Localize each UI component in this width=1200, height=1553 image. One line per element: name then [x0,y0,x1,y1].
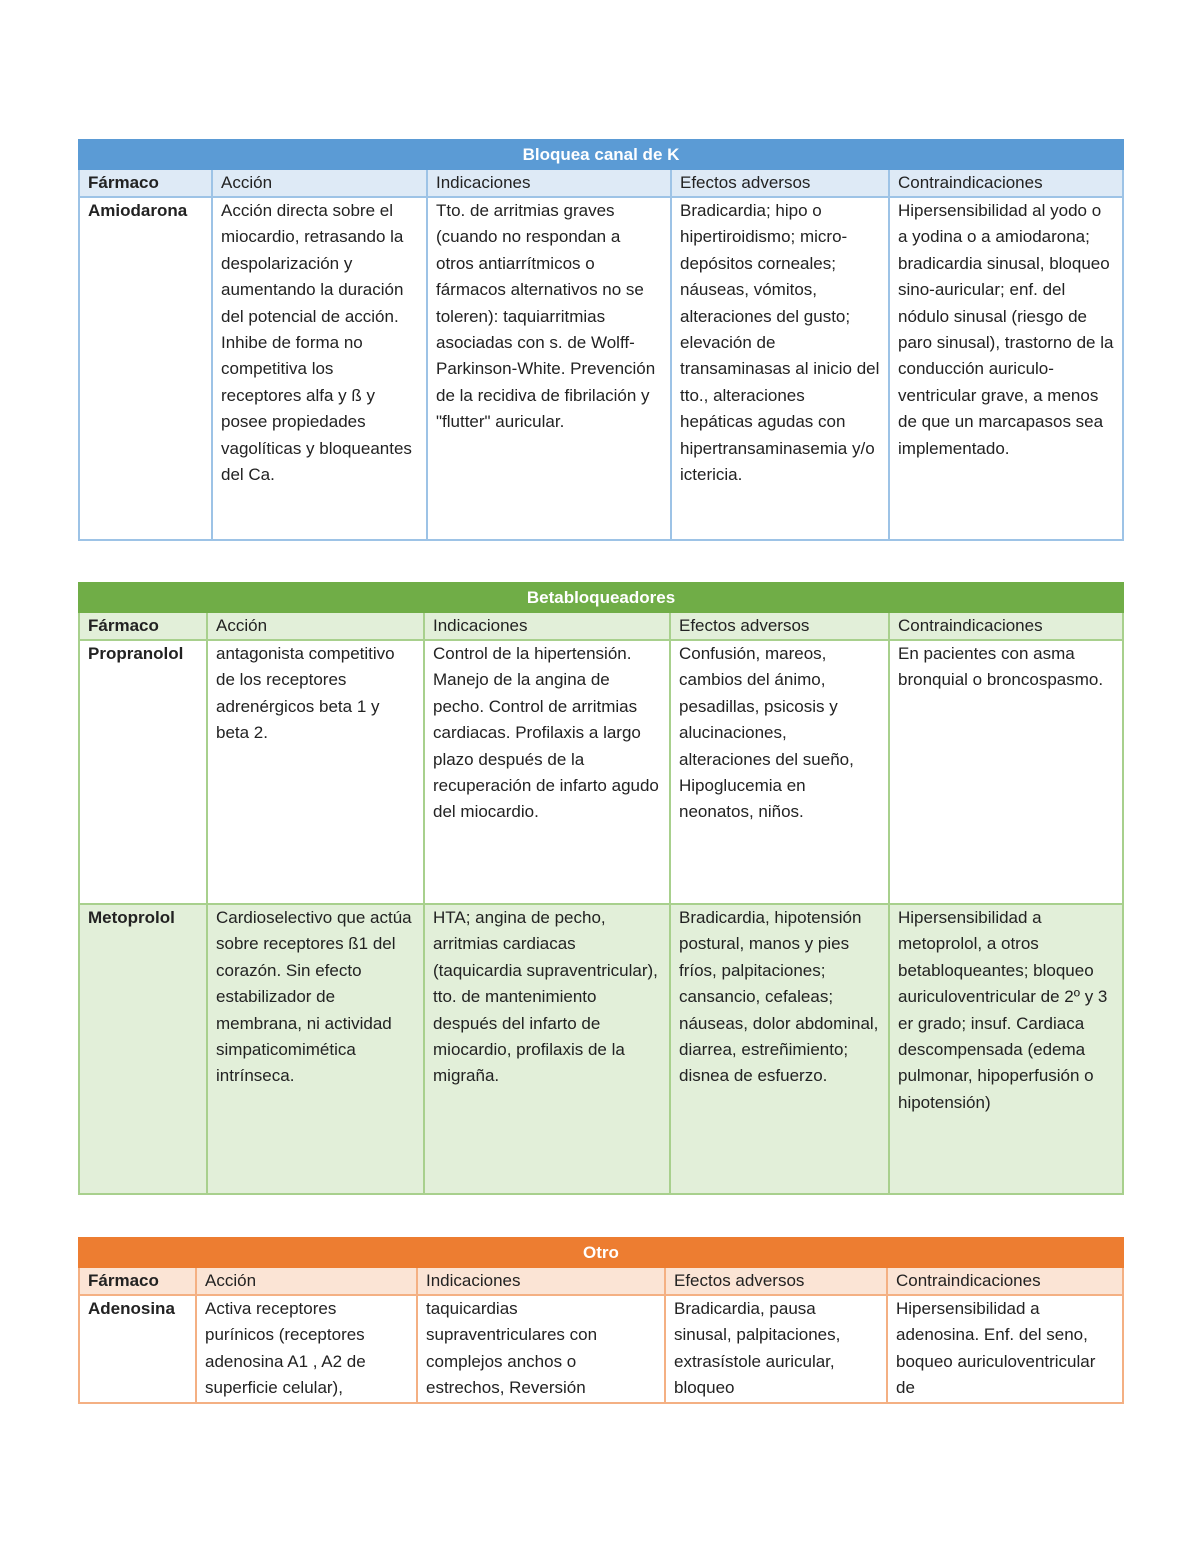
header-farmaco: Fármaco [79,1267,196,1295]
cell-farmaco: Metoprolol [79,904,207,1194]
table-title: Otro [79,1238,1123,1267]
table-title: Betabloqueadores [79,583,1123,612]
header-farmaco: Fármaco [79,612,207,640]
table-title: Bloquea canal de K [79,140,1123,169]
header-efectos-adversos: Efectos adversos [671,169,889,197]
cell-accion: antagonista competitivo de los receptores adrenérgicos beta 1 y beta 2. [207,640,424,904]
table-row [79,640,1123,904]
cell-indicaciones: Tto. de arritmias graves (cuando no respondan a otros antiarrítmicos o fármacos alternativos no se toleren): taquiarritmias asociadas con s. de Wolff-Parkinson-White. Prevención de la recidiva de fibrilación y "flutter" auricular. [427,197,671,540]
cell-contraindicaciones: En pacientes con asma bronquial o broncospasmo. [889,640,1123,904]
cell-accion: Cardioselectivo que actúa sobre receptores ß1 del corazón. Sin efecto estabilizador de membrana, ni actividad simpaticomimética intrínseca. [207,904,424,1194]
cell-indicaciones: taquicardias supraventriculares con complejos anchos o estrechos, Reversión [417,1295,665,1403]
header-contraindicaciones: Contraindicaciones [889,169,1123,197]
cell-farmaco: Propranolol [79,640,207,904]
header-contraindicaciones: Contraindicaciones [887,1267,1123,1295]
header-indicaciones: Indicaciones [424,612,670,640]
table-row [79,904,1123,1194]
table-betabloqueadores [78,582,1124,1195]
cell-accion: Acción directa sobre el miocardio, retrasando la despolarización y aumentando la duración del potencial de acción. Inhibe de forma no competitiva los receptores alfa y ß y posee propiedades vagolíticas y bloqueantes del Ca. [212,197,427,540]
cell-efectos: Bradicardia, pausa sinusal, palpitaciones, extrasístole auricular, bloqueo [665,1295,887,1403]
cell-contraindicaciones: Hipersensibilidad a metoprolol, a otros betabloqueantes; bloqueo auriculoventricular de 2º y 3 er grado; insuf. Cardiaca descompensada (edema pulmonar, hipoperfusión o hipotensión) [889,904,1123,1194]
header-farmaco: Fármaco [79,169,212,197]
cell-efectos: Bradicardia; hipo o hipertiroidismo; micro-depósitos corneales; náuseas, vómitos, alteraciones del gusto; elevación de transaminasas al inicio del tto., alteraciones hepáticas agudas con hipertransaminasemia y/o ictericia. [671,197,889,540]
cell-contraindicaciones: Hipersensibilidad a adenosina. Enf. del seno, boqueo auriculoventricular de [887,1295,1123,1403]
table-bloquea-canal-k [78,139,1124,541]
cell-efectos: Confusión, mareos, cambios del ánimo, pesadillas, psicosis y alucinaciones, alteraciones del sueño, Hipoglucemia en neonatos, niños. [670,640,889,904]
cell-indicaciones: Control de la hipertensión. Manejo de la angina de pecho. Control de arritmias cardiacas. Profilaxis a largo plazo después de la recuperación de infarto agudo del miocardio. [424,640,670,904]
cell-indicaciones: HTA; angina de pecho, arritmias cardiacas (taquicardia supraventricular), tto. de mantenimiento después del infarto de miocardio, profilaxis de la migraña. [424,904,670,1194]
table-row [79,1295,1123,1403]
header-contraindicaciones: Contraindicaciones [889,612,1123,640]
header-accion: Acción [207,612,424,640]
cell-accion: Activa receptores purínicos (receptores adenosina A1 , A2 de superficie celular), [196,1295,417,1403]
header-indicaciones: Indicaciones [417,1267,665,1295]
header-accion: Acción [212,169,427,197]
header-indicaciones: Indicaciones [427,169,671,197]
cell-farmaco: Amiodarona [79,197,212,540]
table-row [79,197,1123,540]
cell-efectos: Bradicardia, hipotensión postural, manos y pies fríos, palpitaciones; cansancio, cefaleas; náuseas, dolor abdominal, diarrea, estreñimiento; disnea de esfuerzo. [670,904,889,1194]
table-otro [78,1237,1124,1404]
header-efectos-adversos: Efectos adversos [665,1267,887,1295]
header-efectos-adversos: Efectos adversos [670,612,889,640]
cell-farmaco: Adenosina [79,1295,196,1403]
header-accion: Acción [196,1267,417,1295]
cell-contraindicaciones: Hipersensibilidad al yodo o a yodina o a amiodarona; bradicardia sinusal, bloqueo sino-auricular; enf. del nódulo sinusal (riesgo de paro sinusal), trastorno de la conducción auriculo-ventricular grave, a menos de que un marcapasos sea implementado. [889,197,1123,540]
